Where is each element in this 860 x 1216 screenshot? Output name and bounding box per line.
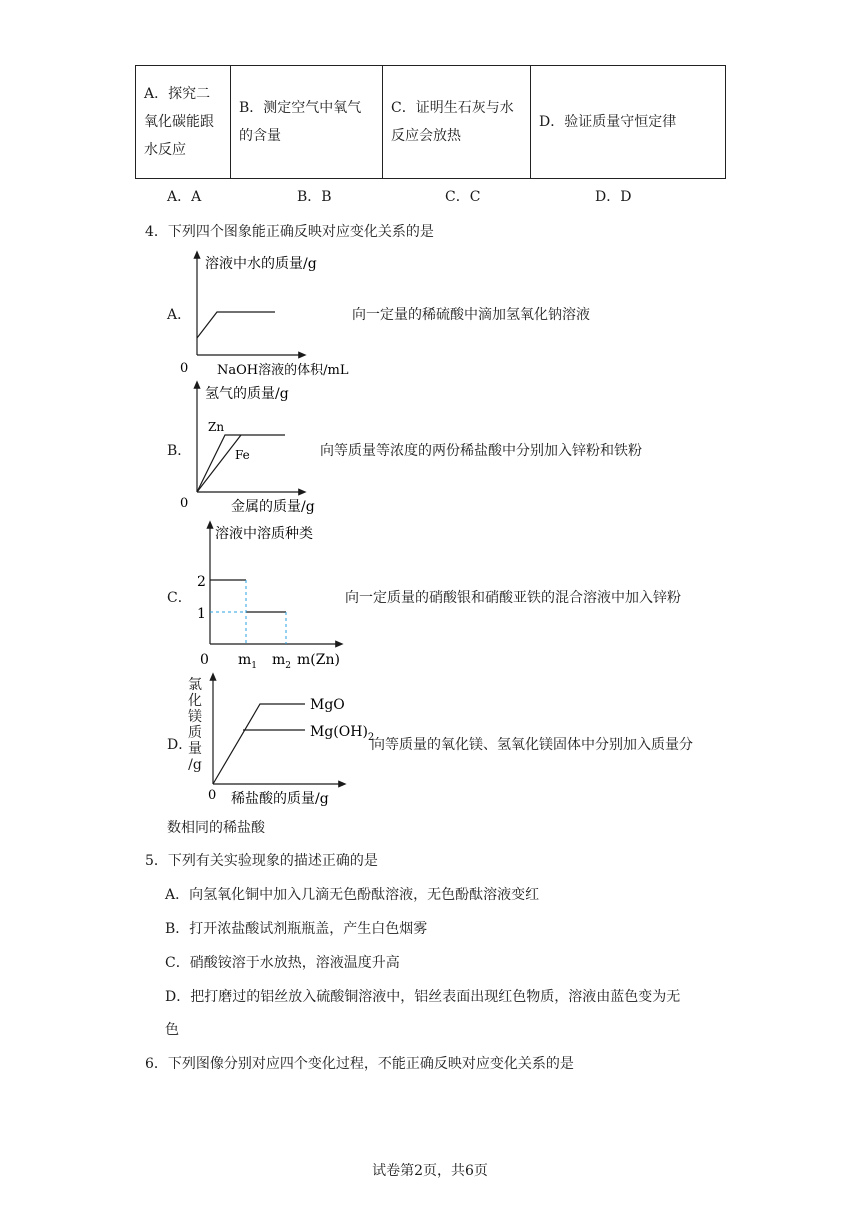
graph-b (180, 380, 335, 518)
graph-d-mgoh2-label: $Mg(OH)_2$ (310, 724, 375, 743)
q3-answer-b: B．B (297, 189, 332, 205)
graph-c-origin: 0 (200, 652, 209, 668)
graph-b-origin: 0 (180, 496, 189, 511)
q4-option-d-letter: D． (167, 737, 193, 753)
q5-option-c: C．硝酸铵溶于水放热，溶液温度升高 (165, 955, 400, 971)
table-row (136, 66, 726, 179)
q5-option-a: A．向氢氧化铜中加入几滴无色酚酞溶液，无色酚酞溶液变红 (165, 887, 540, 903)
q4-option-d-desc: 向等质量的氧化镁、氢氧化镁固体中分别加入质量分 (371, 737, 693, 753)
graph-b-fe-label: Fe (235, 448, 250, 462)
q5-option-b: B．打开浓盐酸试剂瓶瓶盖，产生白色烟雾 (165, 921, 428, 937)
q4-option-a-desc: 向一定量的稀硫酸中滴加氢氧化钠溶液 (352, 307, 590, 323)
options-table (135, 65, 726, 179)
graph-b-ylabel: 氢气的质量/g (205, 386, 289, 402)
graph-c-m2: $m_2$ (272, 652, 292, 671)
graph-c-xlabel: m(Zn) (297, 652, 340, 668)
q4-option-c-desc: 向一定质量的硝酸银和硝酸亚铁的混合溶液中加入锌粉 (345, 590, 681, 606)
graph-c (190, 520, 350, 672)
q5-option-d: D．把打磨过的铝丝放入硫酸铜溶液中，铝丝表面出现红色物质，溶液由蓝色变为无 (165, 989, 681, 1005)
graph-a-origin: 0 (180, 361, 189, 376)
curve-fe (197, 435, 241, 492)
graph-b-zn-label: Zn (208, 420, 225, 434)
graph-b-xlabel: 金属的质量/g (231, 499, 315, 515)
graph-c-tick-1: 1 (197, 606, 206, 622)
table-cell-b: B．测定空气中氧气的含量 (231, 66, 383, 179)
table-cell-a: A．探究二氧化碳能跟水反应 (136, 66, 231, 179)
q6-stem: 6．下列图像分别对应四个变化过程，不能正确反映对应变化关系的是 (145, 1056, 574, 1072)
q5-stem: 5．下列有关实验现象的描述正确的是 (145, 853, 378, 869)
graph-d-xlabel: 稀盐酸的质量/g (231, 791, 329, 807)
q3-answer-d: D．D (595, 189, 632, 205)
table-cell-d: D．验证质量守恒定律 (531, 66, 726, 179)
graph-c-m1: $m_1$ (238, 652, 258, 671)
graph-a-ylabel: 溶液中水的质量/g (205, 256, 317, 272)
graph-d-origin: 0 (208, 788, 217, 803)
table-cell-c: C．证明生石灰与水反应会放热 (383, 66, 531, 179)
curve-mgo (213, 704, 305, 784)
graph-c-ylabel: 溶液中溶质种类 (215, 526, 313, 542)
q4-option-c-letter: C． (167, 590, 192, 606)
graph-d-ylabel: 氯 化 镁 质 量 /g (188, 677, 202, 773)
q4-option-d-desc-cont: 数相同的稀盐酸 (167, 820, 265, 836)
q3-answer-a: A．A (167, 189, 202, 205)
q5-option-d-cont: 色 (165, 1022, 179, 1038)
page-footer: 试卷第2页，共6页 (372, 1163, 488, 1179)
graph-d (205, 672, 375, 810)
graph-a-xlabel: NaOH溶液的体积/mL (217, 363, 349, 378)
q4-option-b-desc: 向等质量等浓度的两份稀盐酸中分别加入锌粉和铁粉 (320, 443, 642, 459)
q4-option-b-letter: B． (167, 443, 192, 459)
graph-d-mgo-label: MgO (310, 697, 345, 713)
curve-water-mass (197, 312, 275, 338)
q4-option-a-letter: A． (167, 307, 192, 323)
q3-answer-c: C．C (445, 189, 481, 205)
curve-zn (197, 435, 285, 492)
q4-stem: 4．下列四个图象能正确反映对应变化关系的是 (145, 224, 434, 240)
graph-c-tick-2: 2 (197, 574, 206, 590)
